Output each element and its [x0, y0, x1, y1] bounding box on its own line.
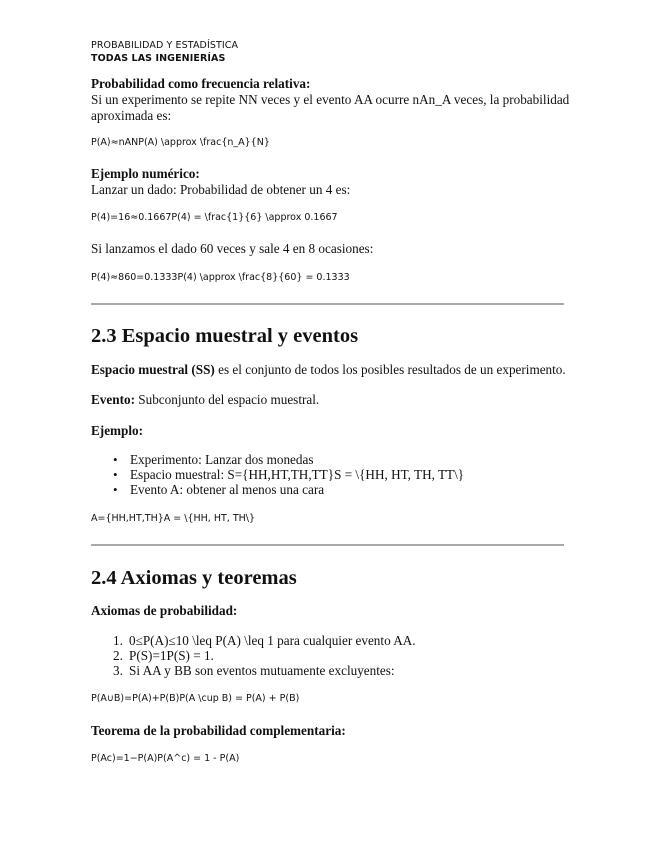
example-title: Ejemplo: — [91, 423, 144, 438]
course-header: PROBABILIDAD Y ESTADÍSTICA — [91, 40, 239, 51]
complement-theorem-title: Teorema de la probabilidad complementaria: — [91, 723, 346, 738]
section-2-4-heading: 2.4 Axiomas y teoremas — [91, 567, 297, 589]
list-item: 2. P(S)=1P(S) = 1. — [113, 648, 214, 663]
event-term: Evento: — [91, 392, 135, 407]
relative-frequency-formula: P(A)≈nANP(A) \approx \frac{n_A}{N} — [91, 137, 270, 148]
list-item: • Experimento: Lanzar dos monedas — [130, 452, 570, 467]
list-item: • Espacio muestral: S={HH,HT,TH,TT}S = \{HH, HT, TH, TT\} — [130, 467, 570, 482]
sample-space-term: Espacio muestral (SS) — [91, 362, 215, 377]
audience-header: TODAS LAS INGENIERÍAS — [91, 53, 226, 64]
sample-space-text: es el conjunto de todos los posibles resultados de un experimento. — [214, 362, 566, 377]
sample-space-definition — [91, 362, 571, 378]
section-2-3-heading: 2.3 Espacio muestral y eventos — [91, 325, 359, 347]
list-item: 1. 0≤P(A)≤10 \leq P(A) \leq 1 para cualquier evento AA. — [113, 633, 416, 648]
list-item: 3. Si AA y BB son eventos mutuamente excluyentes: — [113, 663, 395, 678]
die-probability-formula: P(4)=16≈0.1667P(4) = \frac{1}{6} \approx 0.1667 — [91, 212, 338, 223]
axioms-title: Axiomas de probabilidad: — [91, 603, 238, 618]
union-formula: P(A∪B)=P(A)+P(B)P(A \cup B) = P(A) + P(B) — [91, 693, 300, 704]
list-item: • Evento A: obtener al menos una cara — [130, 482, 570, 497]
event-definition — [91, 392, 571, 408]
complement-formula: P(Ac)=1−P(A)P(A^c) = 1 - P(A) — [91, 753, 240, 764]
relative-frequency-text: Si un experimento se repite NN veces y el evento AA ocurre nAn_A veces, la probabilidad aproximada es: — [91, 92, 570, 123]
event-a-formula: A={HH,HT,TH}A = \{HH, HT, TH\} — [91, 513, 256, 524]
section-divider — [91, 544, 564, 546]
numeric-example-text-2: Si lanzamos el dado 60 veces y sale 4 en 8 ocasiones: — [91, 241, 374, 256]
die-frequency-formula: P(4)≈860=0.1333P(4) \approx \frac{8}{60} = 0.1333 — [91, 272, 350, 283]
numeric-example-title: Ejemplo numérico: — [91, 166, 200, 181]
axioms-list — [113, 633, 563, 678]
example-bullet-list — [130, 452, 570, 497]
event-text: Subconjunto del espacio muestral. — [134, 392, 320, 407]
numeric-example-text: Lanzar un dado: Probabilidad de obtener un 4 es: — [91, 182, 351, 197]
section-divider — [91, 303, 564, 305]
relative-frequency-title: Probabilidad como frecuencia relativa: — [91, 76, 311, 91]
